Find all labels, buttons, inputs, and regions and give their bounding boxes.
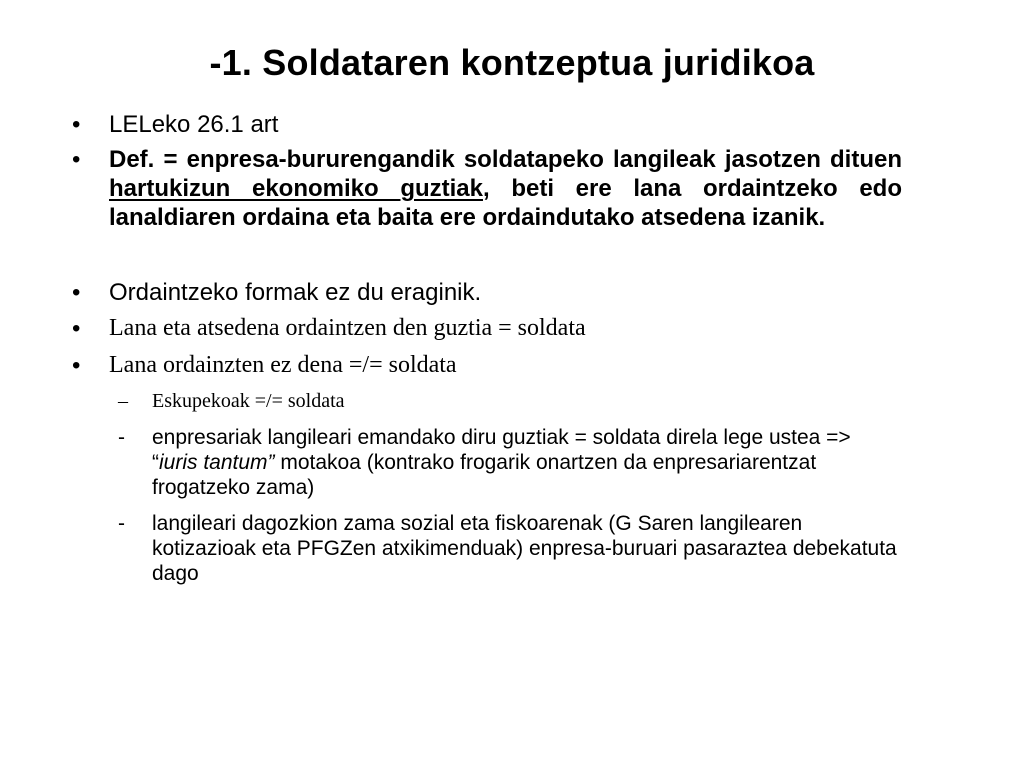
dash-icon: -	[118, 512, 125, 535]
bullet-text: Lana eta atsedena ordaintzen den guztia = soldata	[109, 315, 586, 341]
definition-text-end: , beti ere lana ordaintzeko edo lanaldiaren ordaina eta baita ere ordaindutako atsedena izanik.	[109, 175, 902, 231]
subitem-text: langileari dagozkion zama sozial eta fiskoarenak (G Saren langilearen kotizazioak eta PFGZen atxikimenduak) enpresa-buruari pasaraztea debekatuta dago	[152, 512, 897, 585]
slide-title: -1. Soldataren kontzeptua juridikoa	[209, 42, 815, 83]
subitem-italic-phrase: iuris tantum”	[159, 451, 275, 474]
definition-text-start: Def. = enpresa-bururengandik soldatapeko langileak jasotzen dituen	[109, 146, 902, 173]
bullet-icon: •	[72, 146, 81, 173]
bullet-text: Lana ordainzten ez dena =/= soldata	[109, 352, 457, 378]
dash-icon: -	[118, 426, 125, 449]
subitem-text-end: motakoa (kontrako frogarik onartzen da enpresariarentzat frogatzeko zama)	[152, 451, 817, 499]
definition-text	[109, 145, 902, 232]
dash-icon: –	[118, 390, 128, 412]
definition-underlined-phrase: hartukizun ekonomiko guztiak	[109, 175, 483, 202]
subitem-text	[152, 425, 898, 500]
subitem-text: Eskupekoak =/= soldata	[152, 390, 345, 412]
bullet-icon: •	[72, 352, 81, 379]
bullet-icon: •	[72, 111, 81, 138]
bullet-icon: •	[72, 315, 81, 342]
bullet-text: Ordaintzeko formak ez du eraginik.	[109, 279, 482, 306]
subitem-text-start: enpresariak langileari emandako diru guztiak = soldata direla lege ustea => “	[152, 426, 851, 474]
bullet-icon: •	[72, 279, 81, 306]
bullet-text: LELeko 26.1 art	[109, 111, 279, 138]
